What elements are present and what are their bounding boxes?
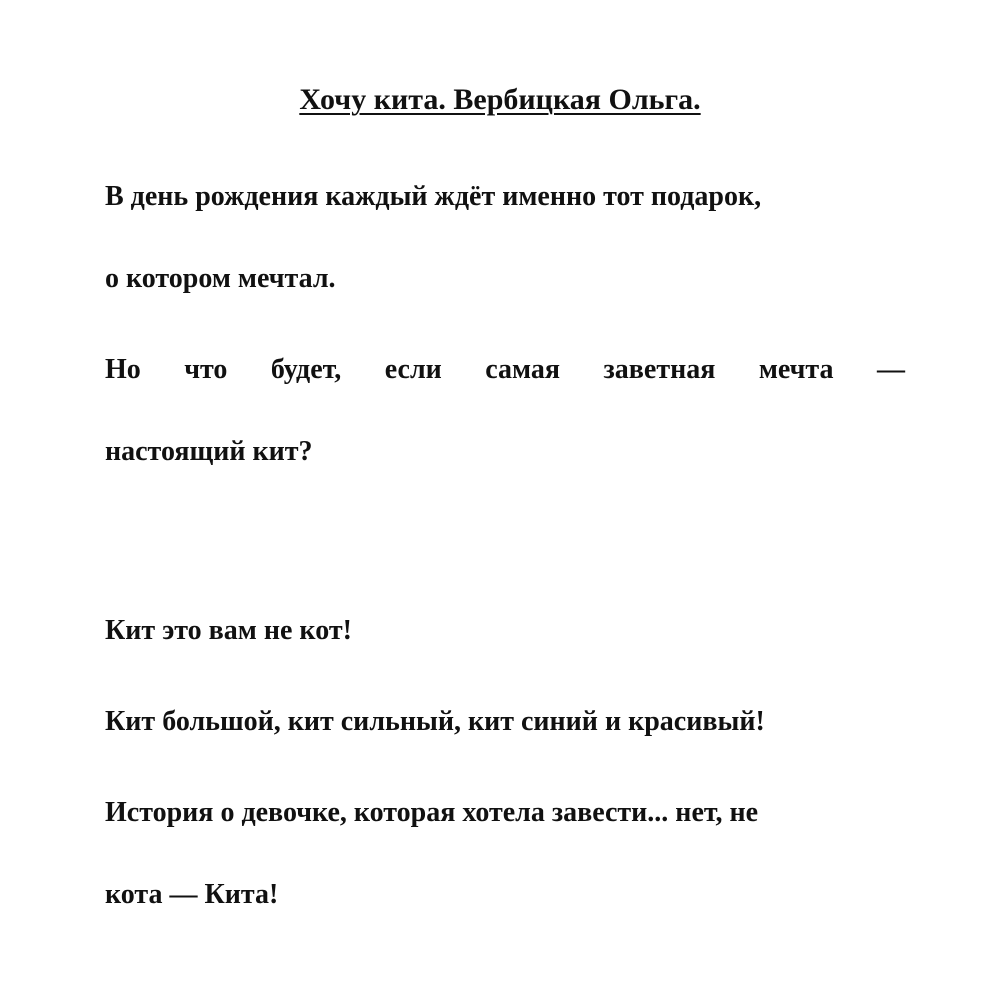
paragraph-2-word: Но [105, 354, 141, 385]
paragraph-1-line-1: В день рождения каждый ждёт именно тот подарок, [105, 181, 762, 212]
paragraph-2-word: если [384, 354, 442, 385]
paragraph-5-line-1: История о девочке, которая хотела завести... нет, не [105, 797, 759, 828]
paragraph-2-word: мечта [758, 354, 834, 385]
paragraph-2-line-1 [105, 350, 905, 390]
paragraph-2-word: будет, [270, 354, 342, 385]
paragraph-1-line-2: о котором мечтал. [105, 263, 336, 294]
paragraph-2-line-2: настоящий кит? [105, 436, 313, 467]
paragraph-2-word: что [184, 354, 228, 385]
paragraph-2-word: — [876, 354, 905, 385]
paragraph-5-line-2: кота — Кита! [105, 879, 279, 910]
paragraph-4: Кит большой, кит сильный, кит синий и красивый! [105, 706, 765, 737]
paragraph-2-word: заветная [603, 354, 716, 385]
paragraph-3: Кит это вам не кот! [105, 615, 352, 646]
paragraph-2-word: самая [485, 354, 561, 385]
document-title: Хочу кита. Вербицкая Ольга. [299, 83, 701, 116]
